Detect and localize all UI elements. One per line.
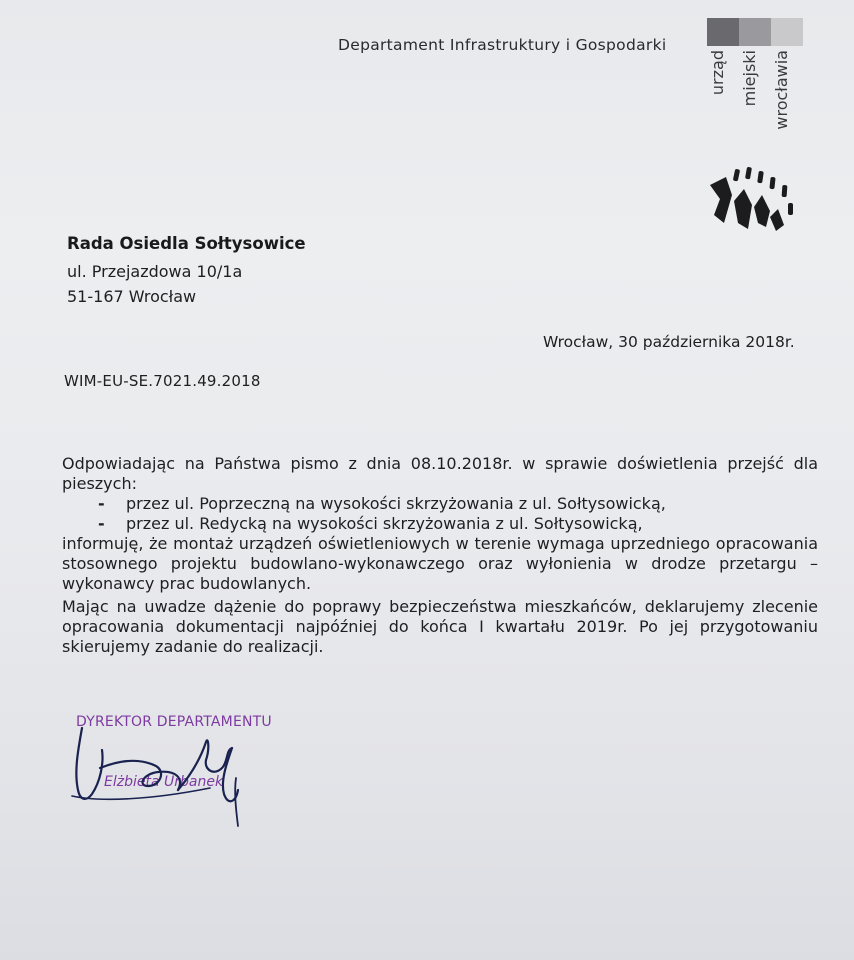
list-item	[62, 514, 818, 534]
logo-block-light	[771, 18, 803, 46]
logo-block-mid	[739, 18, 771, 46]
letter-body	[62, 454, 818, 657]
bullet-dash: -	[98, 494, 105, 513]
stamp-title: DYREKTOR DEPARTAMENTU	[76, 714, 272, 730]
intro-paragraph: Odpowiadając na Państwa pismo z dnia 08.10.2018r. w sprawie doświetlenia przejść dla pieszych:	[62, 454, 818, 493]
handwritten-signature	[60, 720, 300, 830]
reference-number: WIM-EU-SE.7021.49.2018	[64, 372, 261, 390]
list-item	[62, 494, 818, 514]
department-header: Departament Infrastruktury i Gospodarki	[338, 36, 667, 54]
logo-color-blocks	[707, 18, 803, 46]
info-paragraph: informuję, że montaż urządzeń oświetleniowych w terenie wymaga uprzedniego opracowania stosownego projektu budowlano-wykonawczego oraz wyłonienia w drodze przetargu – wykonawcy prac budowlanych.	[62, 534, 818, 593]
logo-block-dark	[707, 18, 739, 46]
bullet-dash: -	[98, 514, 105, 533]
recipient-name: Rada Osiedla Sołtysowice	[67, 234, 306, 253]
city-logo-mark-icon	[704, 165, 796, 235]
declaration-paragraph: Mając na uwadze dążenie do poprawy bezpieczeństwa mieszkańców, deklarujemy zlecenie opracowania dokumentacji najpóźniej do końca I kwartału 2019r. Po jej przygotowaniu skierujemy zadanie do realizacji.	[62, 597, 818, 656]
logo-text-line-3: wrocławia	[772, 50, 791, 130]
list-item-text: przez ul. Redycką na wysokości skrzyżowania z ul. Sołtysowicką,	[126, 514, 643, 533]
stamp-name: Elżbieta Urbanek	[104, 774, 224, 790]
letter-date: Wrocław, 30 października 2018r.	[543, 333, 795, 351]
logo-text-line-1: urząd	[708, 50, 727, 96]
recipient-city: 51-167 Wrocław	[67, 287, 197, 306]
crossing-list	[62, 494, 818, 534]
recipient-address-block	[67, 234, 306, 309]
recipient-street: ul. Przejazdowa 10/1a	[67, 262, 243, 281]
logo-text-line-2: miejski	[740, 50, 759, 107]
list-item-text: przez ul. Poprzeczną na wysokości skrzyżowania z ul. Sołtysowicką,	[126, 494, 666, 513]
